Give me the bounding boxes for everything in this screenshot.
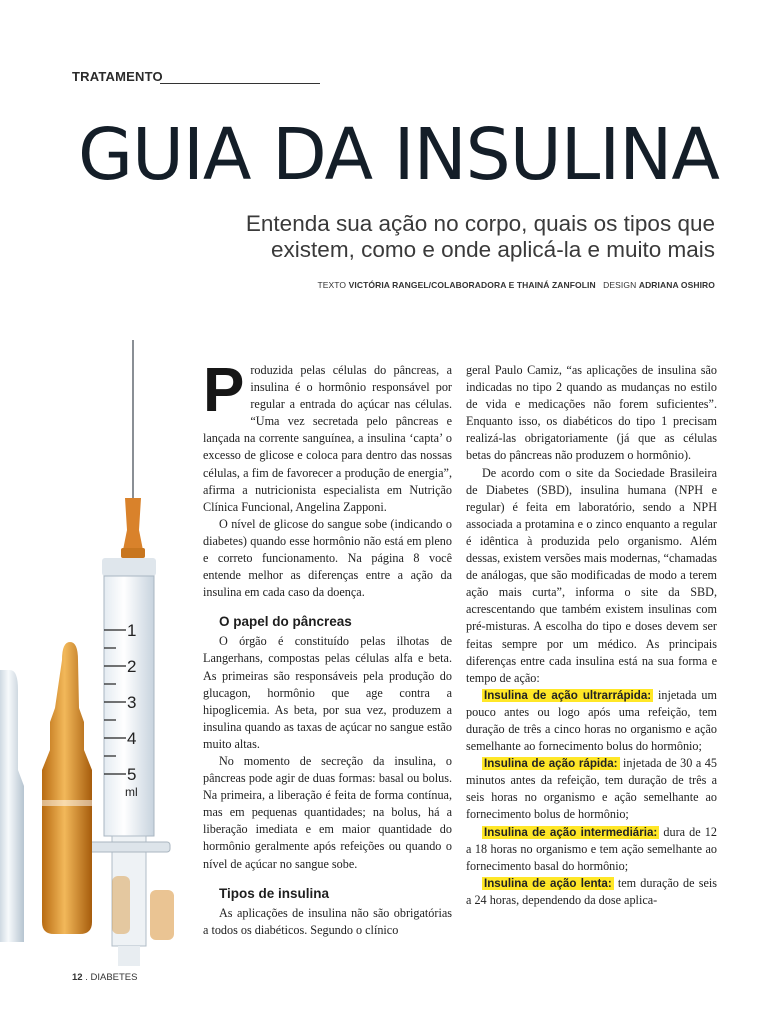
dropcap: P xyxy=(203,356,245,425)
paragraph-text: roduzida pelas células do pâncreas, a insulina é o hormônio responsável por regular a entrada do açúcar nas células. “Uma vez secretada pelo pâncreas e lançada na corrente sanguínea, a insulina ‘capta’ o excesso de glicose e coloca para dentro das nossas células, a fim de favorecer a produção de energia”, afirma a nutricionista especialista em Nutrição Clínica Funcional, Angelina Zapponi. xyxy=(203,363,452,514)
article-column-2 xyxy=(466,362,717,909)
insulin-type-name: Insulina de ação ultrarrápida: xyxy=(484,688,652,702)
syringe-mark-4: 4 xyxy=(127,729,137,748)
subtitle-line-1: Entenda sua ação no corpo, quais os tipos que xyxy=(245,211,715,236)
insulin-type-item xyxy=(466,687,717,755)
paragraph: geral Paulo Camiz, “as aplicações de insulina são indicadas no tipo 2 quando as mudanças no estilo de vida e medicações não forem suficientes”. Enquanto isso, os diabéticos do tipo 1 precisam realizá-las obrigatoriamente (já que as células betas do pâncreas não produzem o hormônio). xyxy=(466,363,717,463)
needle xyxy=(132,340,134,498)
syringe-mark-1: 1 xyxy=(127,621,137,640)
syringe-mark-3: 3 xyxy=(127,693,137,712)
page-number: 12 xyxy=(72,972,83,983)
credits-text-label: TEXTO xyxy=(317,280,347,290)
syringe-unit: ml xyxy=(125,785,138,799)
magazine-name: DIABETES xyxy=(90,972,138,983)
subhead-pancreas: O papel do pâncreas xyxy=(219,614,352,630)
credits xyxy=(317,280,715,290)
insulin-type-name: Insulina de ação intermediária: xyxy=(484,825,658,839)
page-footer xyxy=(72,972,138,983)
paragraph: As aplicações de insulina não são obrigatórias a todos os diabéticos. Segundo o clínico xyxy=(203,905,452,937)
paragraph: De acordo com o site da Sociedade Brasileira de Diabetes (SBD), insulina humana (NPH e regular) é feita em laboratório, sendo a NPH associada a protamina e o zinco enquanto a regular é idêntica à produzida pelo organismo. Além dessas, existem versões mais modernas, “chamadas de análogas, que são modificadas de modo a terem ação mais curta”, informa o site da SBD, acrescentando que também existem insulinas com pré-misturas. A escolha do tipo e doses devem ser feitas sempre por um médico. As principais diferenças entre cada insulina está na sua forma e tempo de ação: xyxy=(466,465,717,685)
insulin-type-desc: tem duração de seis a 24 horas, dependendo da dose aplica- xyxy=(466,875,717,907)
insulin-type-name: Insulina de ação lenta: xyxy=(484,876,612,890)
section-rule xyxy=(160,83,320,84)
credits-design-author: ADRIANA OSHIRO xyxy=(638,280,715,290)
insulin-type-name: Insulina de ação rápida: xyxy=(484,757,618,771)
subtitle xyxy=(195,211,715,263)
page-title: GUIA DA INSULINA xyxy=(78,113,719,196)
article-column-1 xyxy=(203,356,452,939)
insulin-type-desc: injetada um pouco antes ou logo após uma refeição, tem duração de três a cinco horas no organismo e ação semelhante ao fornecimento bolus do hormônio; xyxy=(466,687,717,754)
syringe-mark-2: 2 xyxy=(127,657,137,676)
section-label: TRATAMENTO xyxy=(72,69,163,84)
glass-vial xyxy=(0,670,24,942)
subhead-tipos: Tipos de insulina xyxy=(219,885,330,901)
paragraph xyxy=(203,356,452,516)
footer-separator: . xyxy=(82,972,91,983)
insulin-type-desc: dura de 12 a 18 horas no organismo e tem ação semelhante ao fornecimento basal do hormônio; xyxy=(466,824,717,873)
credits-design-label: DESIGN xyxy=(603,280,637,290)
insulin-type-item xyxy=(466,824,717,875)
paragraph: O nível de glicose do sangue sobe (indicando o diabetes) quando esse hormônio não está em pleno e correto funcionamento. Na página 8 você entende melhor as diferenças entre a ação da insulina em cada caso da doença. xyxy=(203,516,452,600)
insulin-type-desc: injetada de 30 a 45 minutos antes da refeição, tem duração de três a seis horas no organismo e ação semelhante ao fornecimento bolus de hormônio; xyxy=(466,756,717,822)
syringe-illustration xyxy=(0,330,200,970)
syringe-hub xyxy=(123,498,143,550)
syringe-mark-5: 5 xyxy=(127,765,137,784)
amber-vial xyxy=(42,642,92,934)
paragraph: O órgão é constituído pelas ilhotas de Langerhans, compostas pelas células alfa e beta. As primeiras são responsáveis pela produção do glucagon, hormônio que age contra a hipoglicemia. As beta, por sua vez, produzem a insulina quando as taxas de açúcar no sangue estão muito altas. xyxy=(203,634,452,751)
credits-text-authors: VICTÓRIA RANGEL/COLABORADORA E THAINÁ ZANFOLIN xyxy=(348,280,596,290)
paragraph: No momento de secreção da insulina, o pâncreas pode agir de duas formas: basal ou bolus. Na primeira, a liberação é feita de forma contínua, mas em pequenas quantidades; na bolus, há a liberação imediata e em maior quantidade do hormônio geralmente após refeições ou quando o nível de açúcar no sangue sobe. xyxy=(203,753,452,871)
insulin-type-item xyxy=(466,875,717,909)
insulin-type-item xyxy=(466,755,717,823)
subtitle-line-2: existem, como e onde aplicá-la e muito mais xyxy=(271,237,715,262)
